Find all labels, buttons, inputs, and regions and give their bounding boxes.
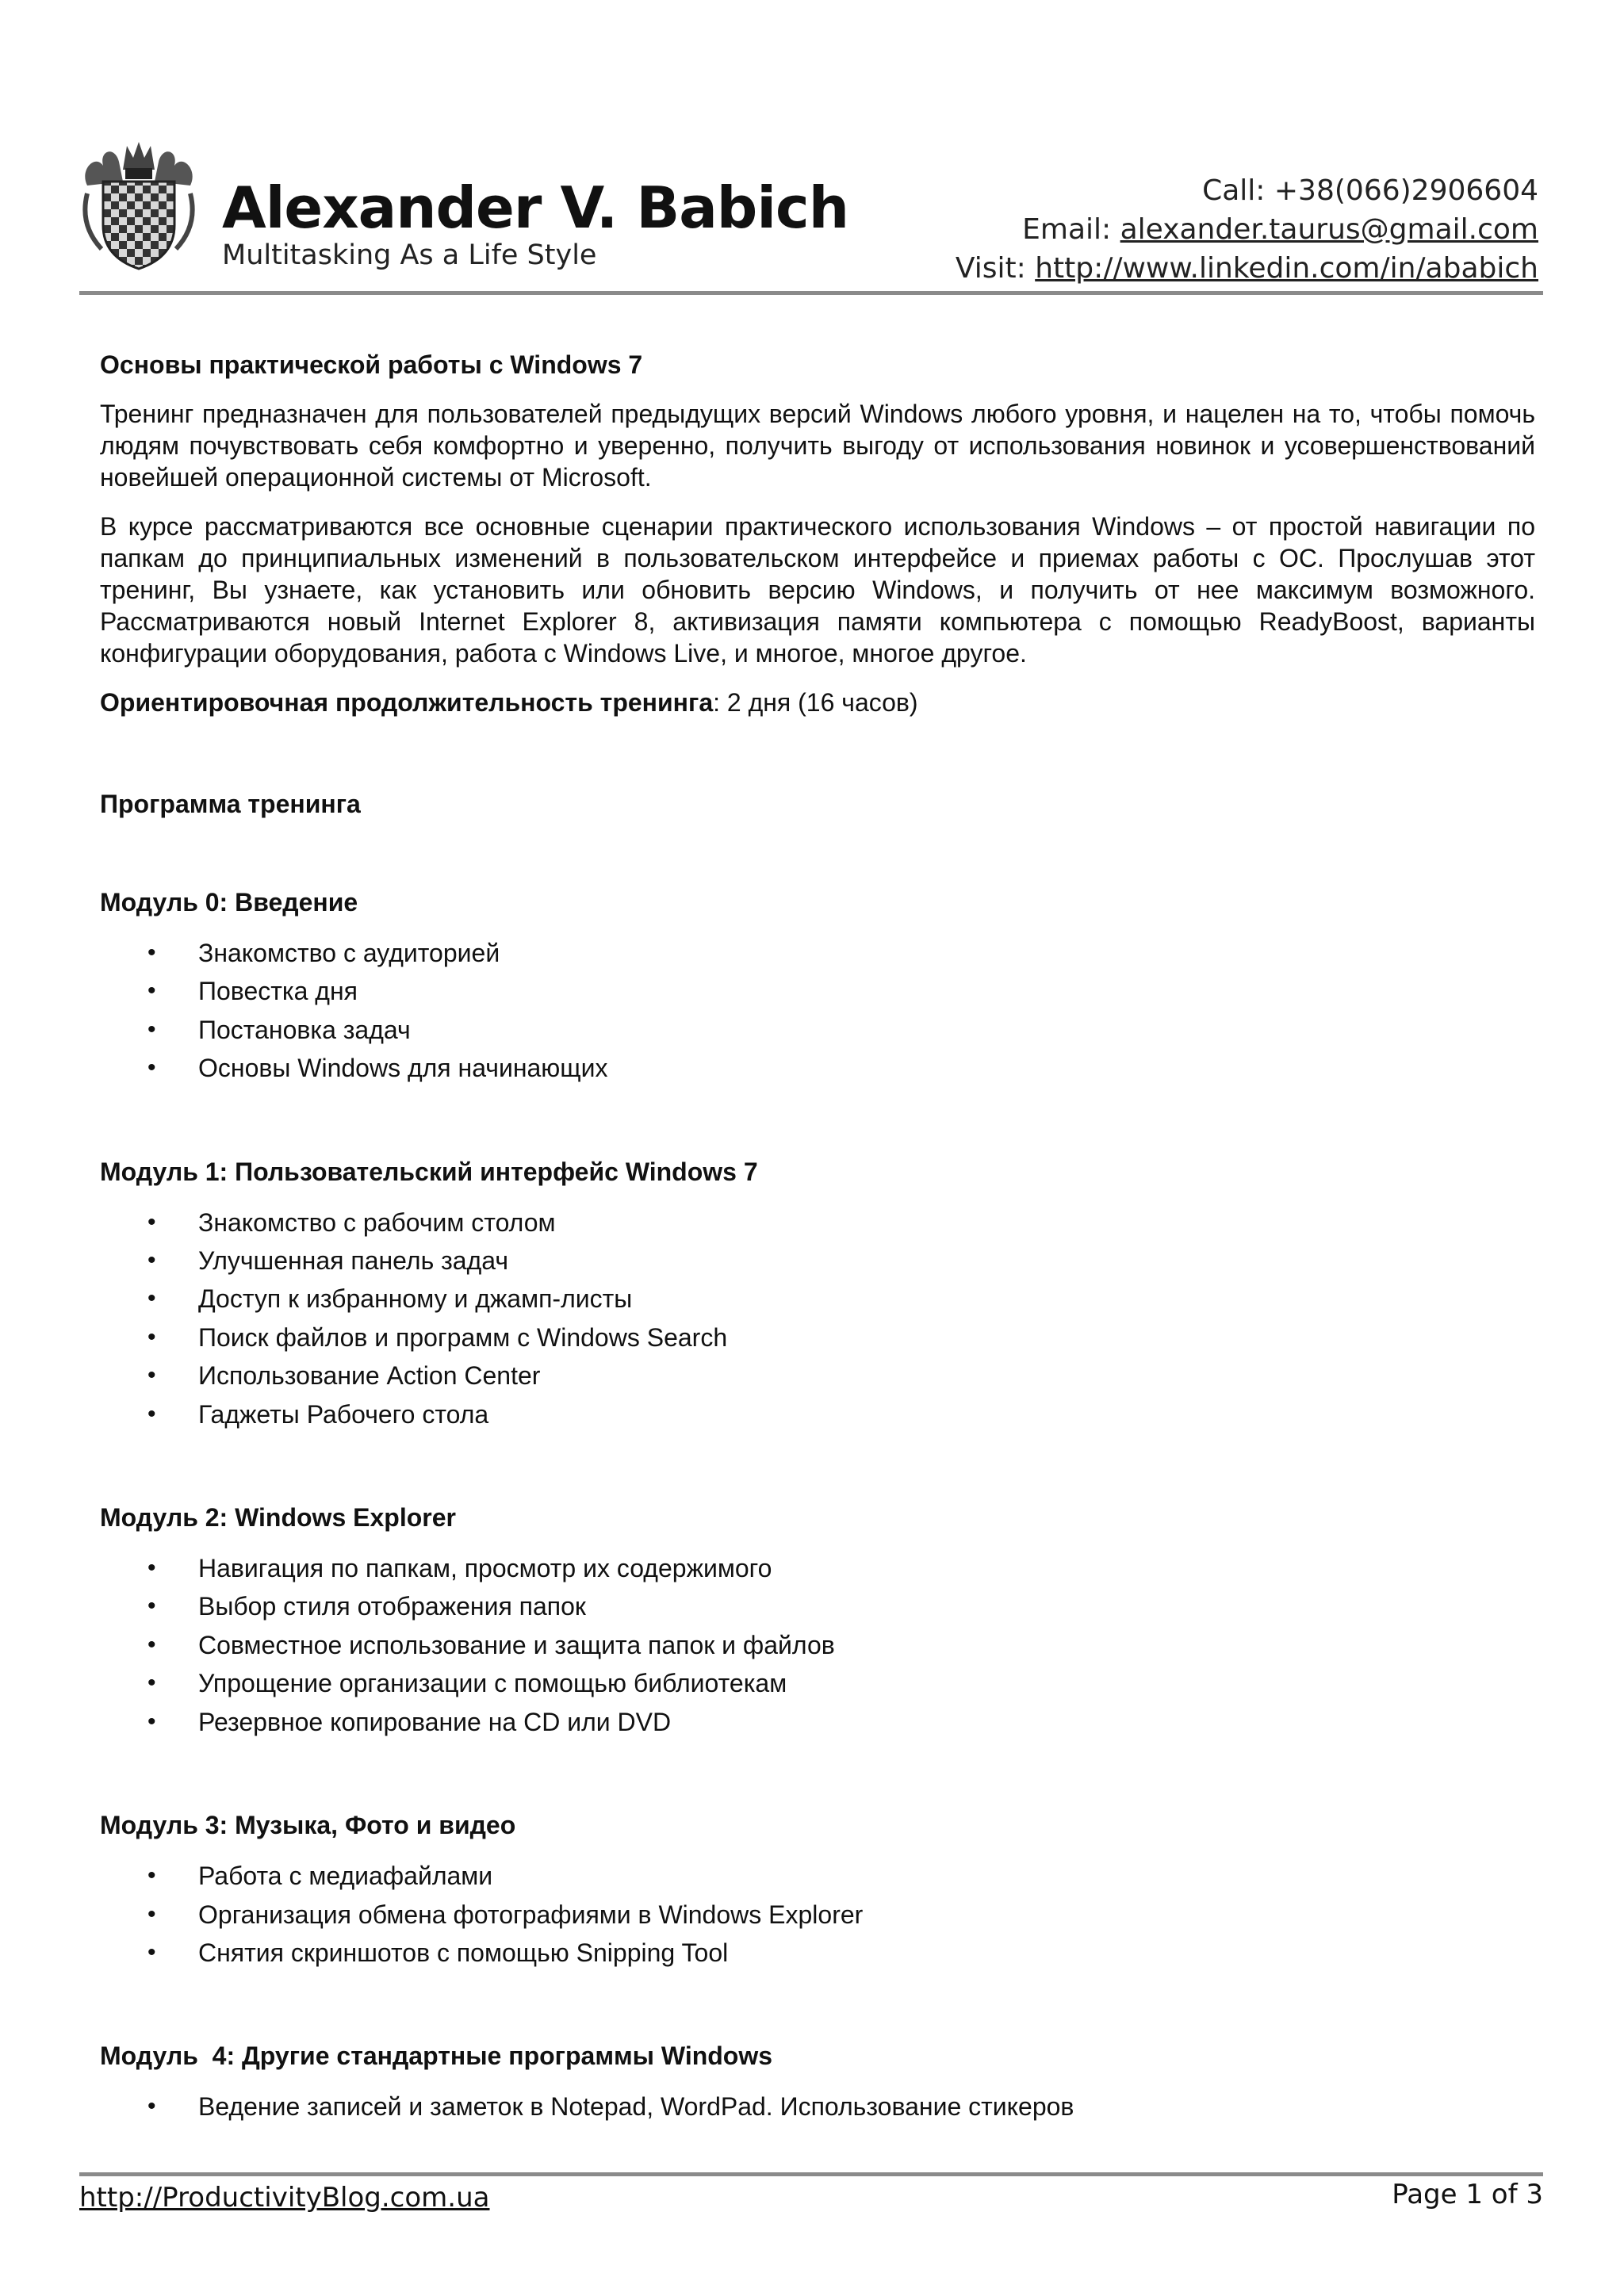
list-item-text: Знакомство с рабочим столом — [198, 1207, 556, 1237]
list-item — [100, 1011, 1535, 1049]
module-items — [100, 1857, 1535, 1972]
footer-divider — [79, 2172, 1543, 2176]
list-item — [100, 972, 1535, 1010]
list-item-text: Доступ к избранному и джамп-листы — [198, 1284, 633, 1314]
list-item — [100, 1664, 1535, 1702]
list-item-text: Знакомство с аудиторией — [198, 939, 500, 967]
bullet-icon: • — [147, 978, 156, 1004]
bullet-icon: • — [147, 1938, 156, 1965]
duration-value: : 2 дня (16 часов) — [713, 688, 918, 717]
intro-paragraph: Тренинг предназначен для пользователей предыдущих версий Windows любого уровня, и нацелен на то, чтобы помочь людям почувствовать себя комфортно и уверенно, получить выгоду от использования новинок и усовершенствований новейшей операционной системы от Microsoft. — [100, 400, 1535, 492]
list-item — [100, 1280, 1535, 1318]
module-title: Модуль 1: Пользовательский интерфейс Windows 7 — [100, 1157, 758, 1186]
list-item — [100, 1049, 1535, 1087]
list-item-text: Ведение записей и заметок в Notepad, WordPad. Использование стикеров — [198, 2092, 1074, 2122]
visit-label: Visit: — [955, 252, 1036, 285]
list-item-text: Гаджеты Рабочего стола — [198, 1399, 489, 1429]
module-title: Модуль 2: Windows Explorer — [100, 1503, 456, 1533]
module-items — [100, 2087, 1535, 2126]
list-item-text: Повестка дня — [198, 977, 358, 1006]
list-item — [100, 2087, 1535, 2126]
list-item-text: Резервное копирование на CD или DVD — [198, 1707, 672, 1736]
list-item — [100, 1626, 1535, 1664]
email-label: Email: — [1022, 213, 1120, 246]
module-title: Модуль 3: Музыка, Фото и видео — [100, 1811, 516, 1840]
list-item-text: Поиск файлов и программ с Windows Search — [198, 1322, 728, 1352]
page-number: Page 1 of 3 — [1392, 2179, 1543, 2210]
bullet-icon: • — [147, 1362, 156, 1389]
list-item-text: Улучшенная панель задач — [198, 1246, 509, 1276]
module-items — [100, 934, 1535, 1088]
list-item — [100, 1242, 1535, 1280]
module-items — [100, 1549, 1535, 1741]
module-title: Модуль 4: Другие стандартные программы Windows — [100, 2042, 773, 2071]
blog-link[interactable]: http://ProductivityBlog.com.ua — [79, 2182, 490, 2214]
contact-block — [956, 171, 1538, 288]
bullet-icon: • — [147, 1862, 156, 1889]
bullet-icon: • — [147, 939, 156, 966]
bullet-icon: • — [147, 1323, 156, 1350]
duration-line — [100, 687, 1535, 718]
list-item-text: Выбор стиля отображения папок — [198, 1592, 586, 1621]
contact-email — [956, 210, 1538, 249]
list-item — [100, 1318, 1535, 1357]
module-title: Модуль 0: Введение — [100, 888, 358, 916]
list-item-text: Совместное использование и защита папок и файлов — [198, 1630, 835, 1659]
list-item — [100, 1357, 1535, 1395]
bullet-icon: • — [147, 1900, 156, 1927]
document-title: Основы практической работы с Windows 7 — [100, 350, 643, 379]
call-label: Call: — [1202, 174, 1274, 207]
header-divider — [79, 291, 1543, 295]
contact-call — [956, 171, 1538, 210]
list-item-text: Навигация по папкам, просмотр их содержимого — [198, 1554, 772, 1583]
bullet-icon: • — [147, 1247, 156, 1274]
list-item-text: Использование Action Center — [198, 1361, 541, 1391]
bullet-icon: • — [147, 1208, 156, 1235]
list-item-text: Снятия скриншотов с помощью Snipping Tool — [198, 1938, 729, 1967]
list-item — [100, 1587, 1535, 1625]
course-paragraph: В курсе рассматриваются все основные сценарии практического использования Windows – от простой навигации по папкам до принципиальных изменений в пользовательском интерфейсе и приемах работы с ОС. Прослушав этот тренинг, Вы узнаете, как установить или обновить версию Windows, и получить от нее максимум возможного. Рассматриваются новый Internet Explorer 8, активизация памяти компьютера с помощью ReadyBoost, варианты конфигурации оборудования, работа с Windows Live, и многое, многое другое. — [100, 512, 1535, 668]
bullet-icon: • — [147, 1670, 156, 1697]
bullet-icon: • — [147, 1400, 156, 1427]
contact-visit — [956, 249, 1538, 288]
linkedin-link[interactable]: http://www.linkedin.com/in/ababich — [1035, 252, 1538, 285]
list-item-text: Упрощение организации с помощью библиотекам — [198, 1669, 787, 1698]
letterhead — [79, 135, 1538, 293]
email-link[interactable]: alexander.taurus@gmail.com — [1120, 213, 1538, 246]
author-tagline: Multitasking As a Life Style — [222, 239, 597, 271]
list-item — [100, 1857, 1535, 1895]
bullet-icon: • — [147, 1285, 156, 1312]
list-item — [100, 1934, 1535, 1972]
author-name: Alexander V. Babich — [222, 174, 848, 241]
program-heading: Программа тренинга — [100, 790, 361, 818]
bullet-icon: • — [147, 1054, 156, 1081]
call-value: +38(066)2906604 — [1274, 174, 1538, 207]
bullet-icon: • — [147, 1631, 156, 1658]
list-item — [100, 1395, 1535, 1433]
bullet-icon: • — [147, 2093, 156, 2120]
bullet-icon: • — [147, 1016, 156, 1043]
list-item-text: Основы Windows для начинающих — [198, 1054, 608, 1083]
list-item — [100, 1203, 1535, 1242]
list-item — [100, 1703, 1535, 1741]
list-item — [100, 1549, 1535, 1587]
list-item — [100, 934, 1535, 972]
bullet-icon: • — [147, 1593, 156, 1620]
bullet-icon: • — [147, 1555, 156, 1582]
list-item-text: Организация обмена фотографиями в Windows Explorer — [198, 1900, 864, 1929]
duration-label: Ориентировочная продолжительность тренинга — [100, 688, 714, 717]
list-item — [100, 1896, 1535, 1934]
list-item-text: Работа с медиафайлами — [198, 1862, 493, 1891]
document-body — [100, 349, 1535, 2126]
list-item-text: Постановка задач — [198, 1015, 411, 1044]
module-items — [100, 1203, 1535, 1433]
coat-of-arms-logo — [79, 138, 198, 273]
bullet-icon: • — [147, 1708, 156, 1735]
